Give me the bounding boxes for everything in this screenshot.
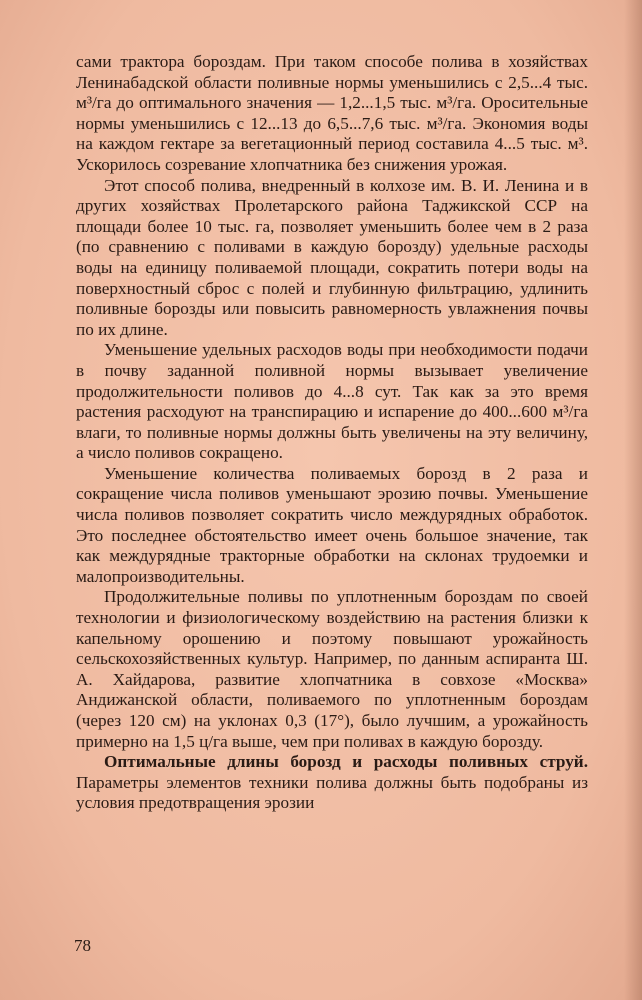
page-number: 78: [74, 936, 91, 955]
paragraph-erosion: Уменьшение количества поливаемых борозд в 2 раза и сокращение числа поливов уменьшают эрозию почвы. Уменьшение числа поливов позволяет сократить число междурядных обработок. Это последнее обстоятельство имеет очень большое значение, так как междурядные тракторные обработки на склонах трудоемки и малопроизводительны.: [76, 463, 588, 586]
section-paragraph: [76, 752, 588, 814]
paragraph-continuation: сами трактора бороздам. При таком способе полива в хозяйствах Ленинабадской области поливные нормы уменьшились с 2,5...4 тыс. м³/га до оптимального значения — 1,2...1,5 тыс. м³/га. Оросительные нормы уменьшились с 12...13 до 6,5...7,6 тыс. м³/га. Экономия воды на каждом гектаре за вегетационный период составила 4...5 тыс. м³. Ускорилось созревание хлопчатника без снижения урожая.: [76, 52, 588, 174]
section-heading: Оптимальные длины борозд и расходы поливных струй.: [104, 752, 588, 772]
paragraph-drip-comparison: Продолжительные поливы по уплотненным бороздам по своей технологии и физиологическому воздействию на растения близки к капельному орошению и поэтому повышают урожайность сельскохозяйственных культур. Например, по данным аспиранта Ш. А. Хайдарова, развитие хлопчатника в совхозе «Москва» Андижанской области, поливаемого по уплотненным бороздам (через 120 см) на уклонах 0,3 (17°), было лучшим, а урожайность примерно на 1,5 ц/га выше, чем при поливах в каждую борозду.: [76, 587, 588, 751]
paragraph-water-rates: Уменьшение удельных расходов воды при необходимости подачи в почву заданной поливной нормы вызывает увеличение продолжительности поливов до 4...8 сут. Так как за это время растения расходуют на транспирацию и испарение до 400...600 м³/га влаги, то поливные нормы должны быть увеличены на эту величину, а число поливов сокращено.: [76, 340, 588, 463]
page-edge-shadow: [624, 0, 642, 1000]
paragraph-method-tajik: Этот способ полива, внедренный в колхозе им. В. И. Ленина и в других хозяйствах Пролетарского района Таджикской ССР на площади более 10 тыс. га, позволяет уменьшить более чем в 2 раза (по сравнению с поливами в каждую борозду) удельные расходы воды на единицу поливаемой площади, сократить потери воды на поверхностный сброс с полей и глубинную фильтрацию, удлинить поливные борозды или повысить равномерность увлажнения почвы по их длине.: [76, 175, 588, 339]
section-text: Параметры элементов техники полива должны быть подобраны из условия предотвращения эрозии: [76, 772, 588, 813]
page-text: [76, 52, 588, 814]
